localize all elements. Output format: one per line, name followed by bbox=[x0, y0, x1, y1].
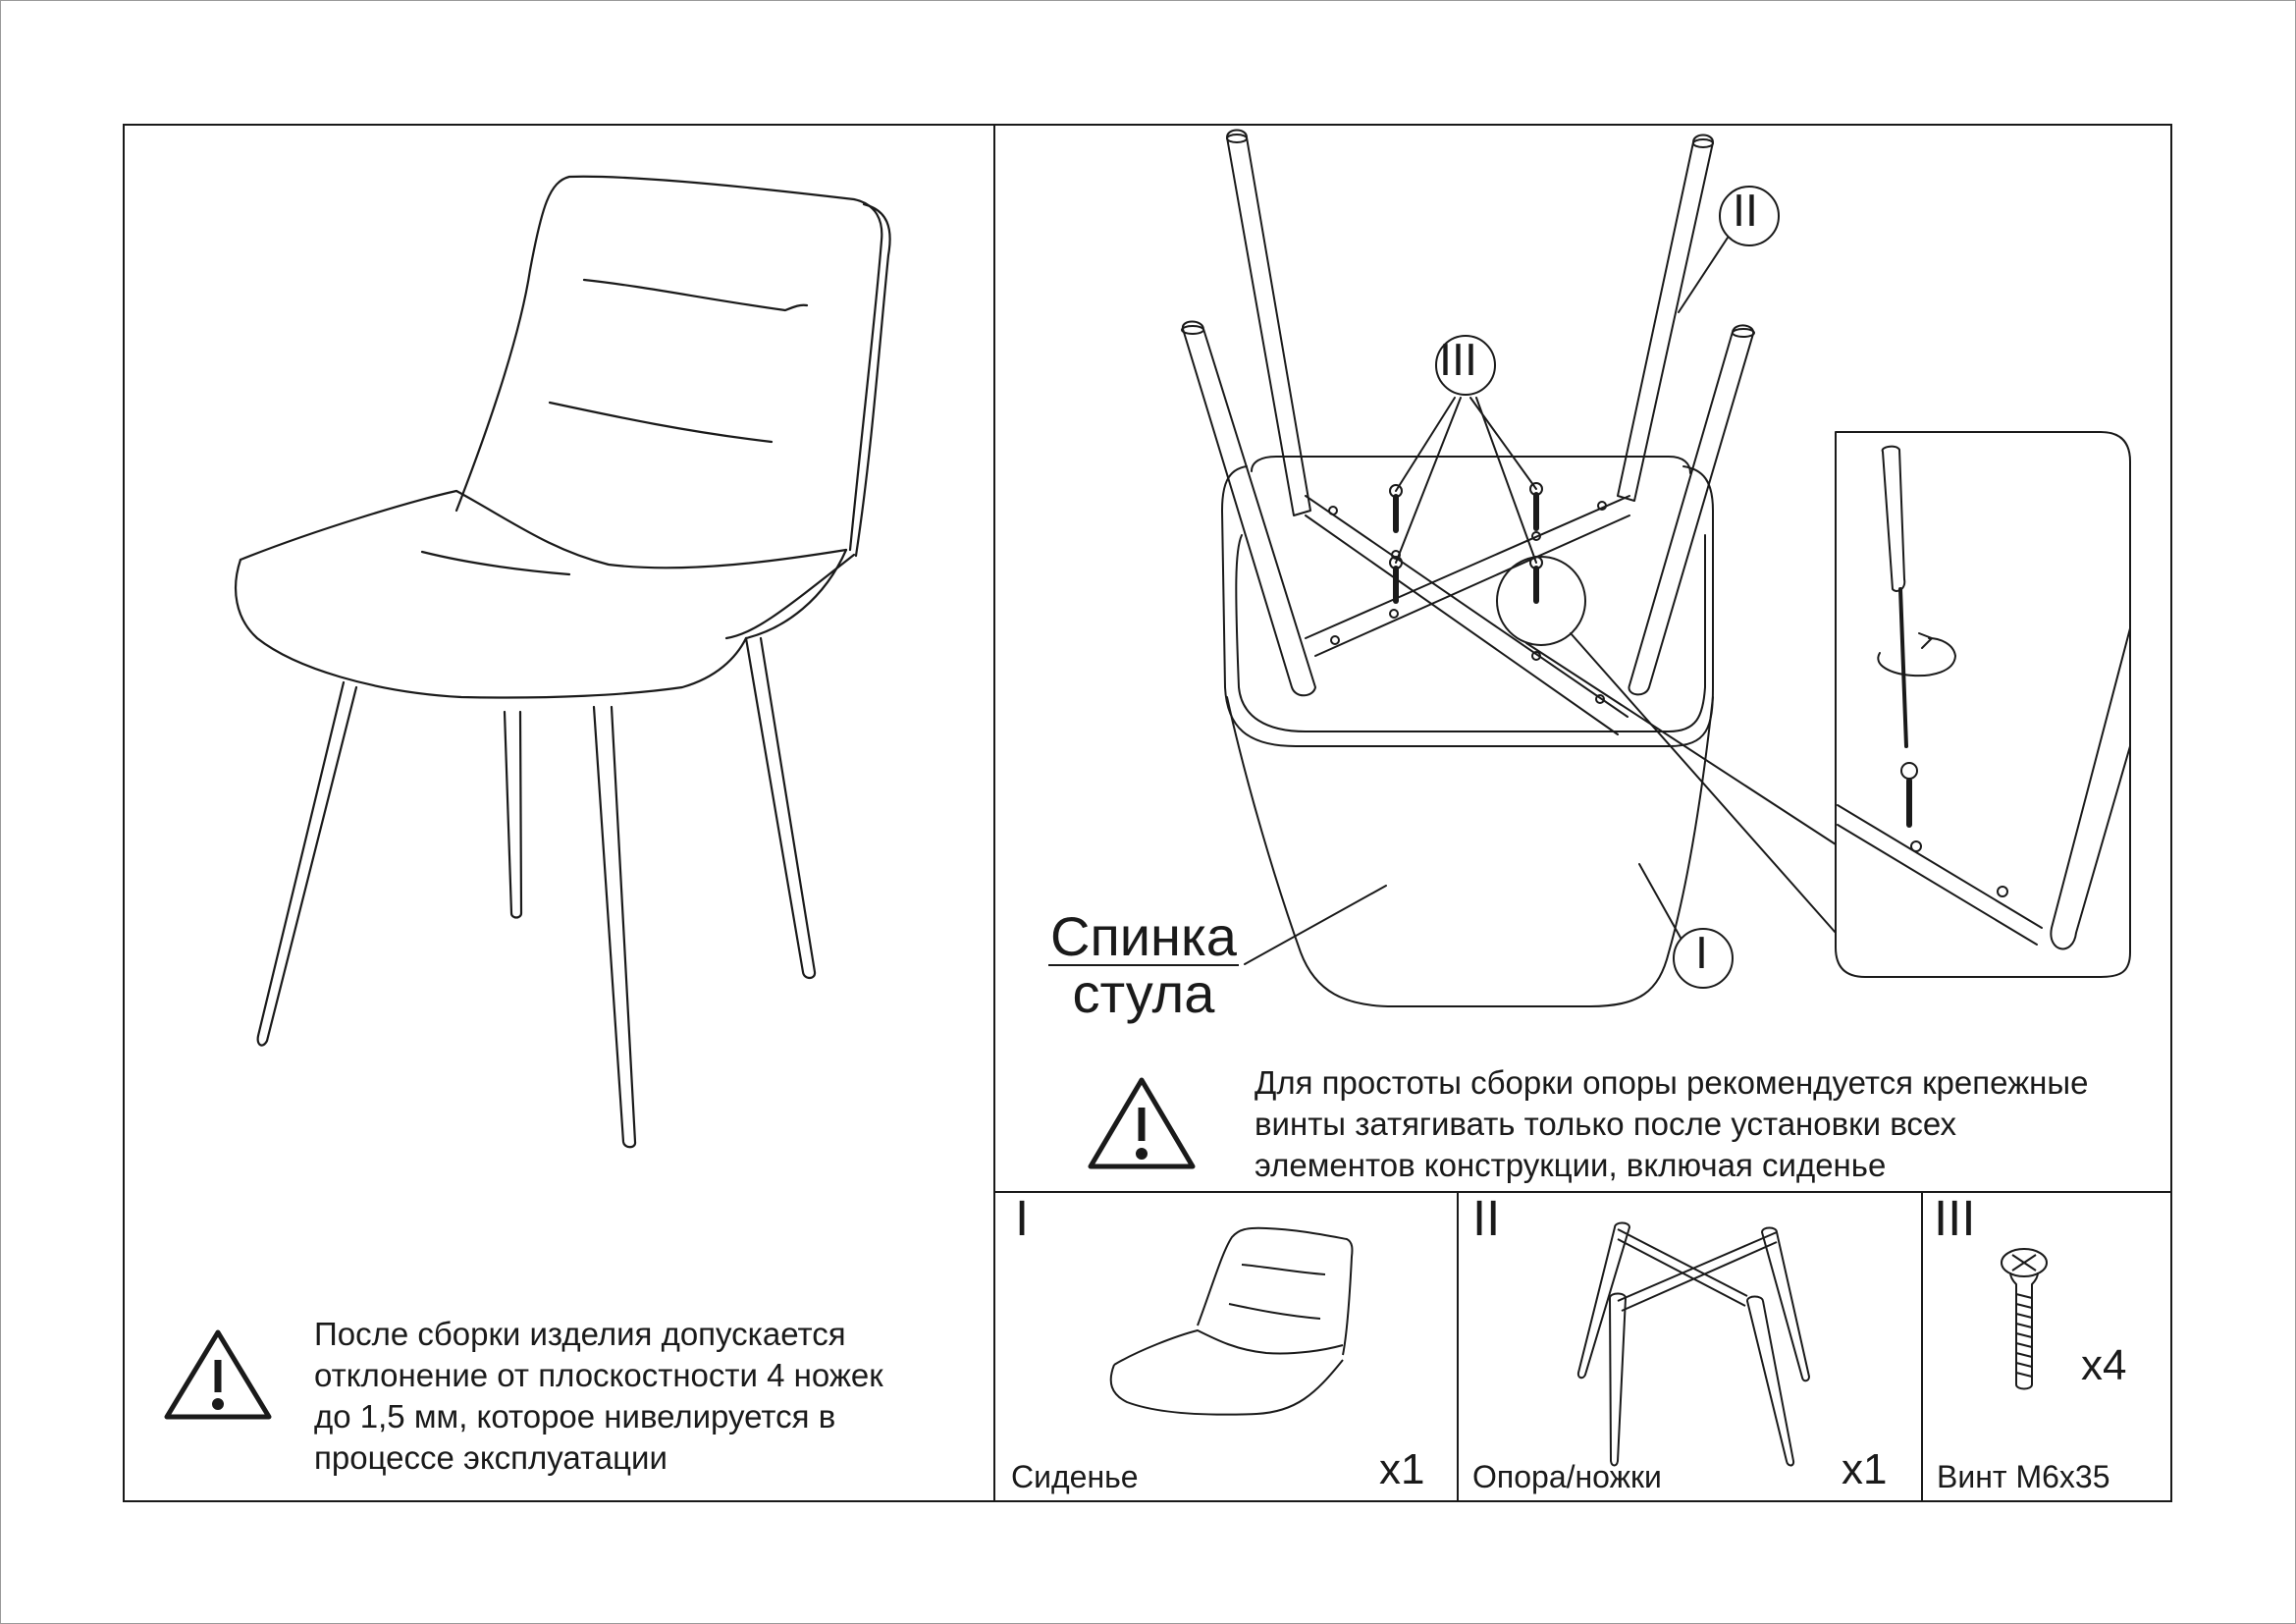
assembly-warning-text bbox=[1255, 1062, 2088, 1186]
warning-line: элементов конструкции, включая сиденье bbox=[1255, 1147, 1887, 1183]
warning-line: отклонение от плоскостности 4 ножек bbox=[314, 1357, 883, 1393]
screw-icon bbox=[1390, 483, 1542, 601]
part-2-name: Опора/ножки bbox=[1472, 1459, 1662, 1494]
warning-line: процессе эксплуатации bbox=[314, 1439, 667, 1476]
warning-line: Для простоты сборки опоры рекомендуется крепежные bbox=[1255, 1064, 2089, 1101]
instruction-frame bbox=[124, 125, 2171, 1501]
rotate-arrow-icon bbox=[1878, 638, 1955, 676]
part-screw-illustration bbox=[2002, 1249, 2047, 1389]
assembled-chair-illustration bbox=[236, 177, 890, 1147]
part-2-qty: x1 bbox=[1842, 1445, 1888, 1493]
part-seat-illustration bbox=[1111, 1228, 1353, 1415]
warning-line: до 1,5 мм, которое нивелируется в bbox=[314, 1398, 836, 1435]
callout-II-label: II bbox=[1733, 187, 1758, 237]
screwdriver-icon bbox=[1883, 447, 1905, 591]
part-3-name: Винт М6х35 bbox=[1937, 1459, 2110, 1494]
part-3-qty: x4 bbox=[2081, 1341, 2127, 1389]
part-1-roman: I bbox=[1015, 1192, 1030, 1247]
warning-line: винты затягивать только после установки всех bbox=[1255, 1106, 1956, 1142]
callout-I-label: I bbox=[1695, 929, 1708, 979]
warning-triangle-icon bbox=[167, 1332, 269, 1417]
part-legs-illustration bbox=[1578, 1223, 1809, 1466]
callout-III-label: III bbox=[1439, 336, 1477, 386]
warning-line: После сборки изделия допускается bbox=[314, 1316, 846, 1352]
chair-back-label-line1: Спинка bbox=[1050, 905, 1237, 967]
chair-back-label-line2: стула bbox=[1072, 962, 1215, 1024]
flatness-warning-text bbox=[314, 1314, 883, 1479]
chair-back-label bbox=[1048, 905, 1239, 1024]
part-3-roman: III bbox=[1934, 1192, 1976, 1247]
part-2-roman: II bbox=[1472, 1192, 1501, 1247]
assembly-diagram bbox=[1182, 131, 2130, 1007]
warning-triangle-icon bbox=[1091, 1080, 1193, 1166]
part-1-name: Сиденье bbox=[1011, 1459, 1139, 1494]
part-1-qty: x1 bbox=[1379, 1445, 1425, 1493]
